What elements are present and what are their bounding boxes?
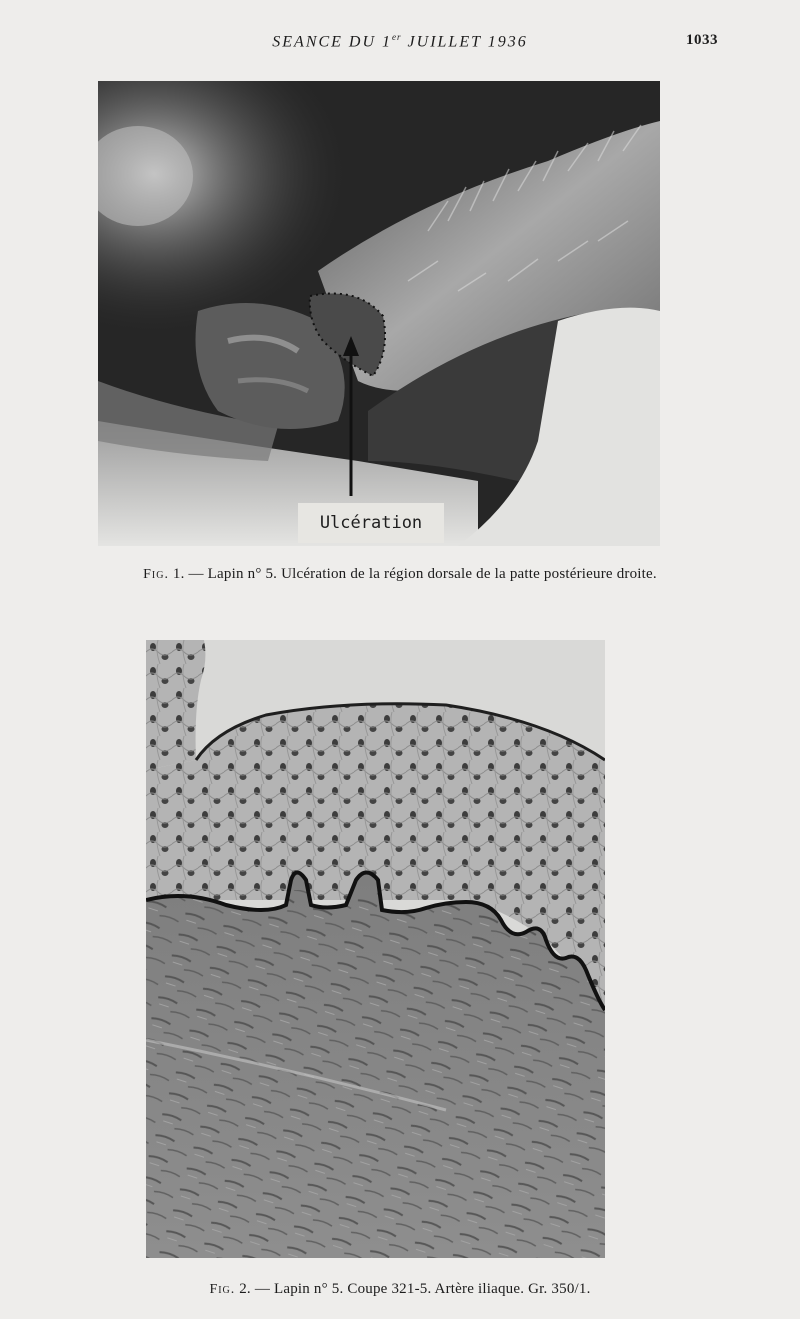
figure-1-image <box>98 81 660 546</box>
figure-2-micrograph <box>146 640 605 1258</box>
running-head-date: JUILLET 1936 <box>401 33 528 51</box>
figure-1-caption-prefix: Fig. <box>143 567 169 582</box>
running-head-text: SEANCE DU 1 <box>272 33 393 51</box>
figure-1-caption <box>0 566 800 583</box>
figure-1-photograph <box>98 81 660 546</box>
figure-1-caption-text: 1. — Lapin n° 5. Ulcération de la région dorsale de la patte postérieure droite. <box>168 566 657 582</box>
figure-2-image <box>146 640 605 1258</box>
running-head-superscript: er <box>392 32 402 42</box>
running-head <box>0 32 800 51</box>
page-header <box>0 30 800 56</box>
figure-2-caption-text: 2. — Lapin n° 5. Coupe 321-5. Artère iliaque. Gr. 350/1. <box>235 1281 591 1297</box>
figure-2-caption-prefix: Fig. <box>209 1282 236 1297</box>
figure-2-caption <box>0 1281 800 1298</box>
ulceration-label: Ulcération <box>298 503 444 543</box>
page-number: 1033 <box>686 32 718 48</box>
